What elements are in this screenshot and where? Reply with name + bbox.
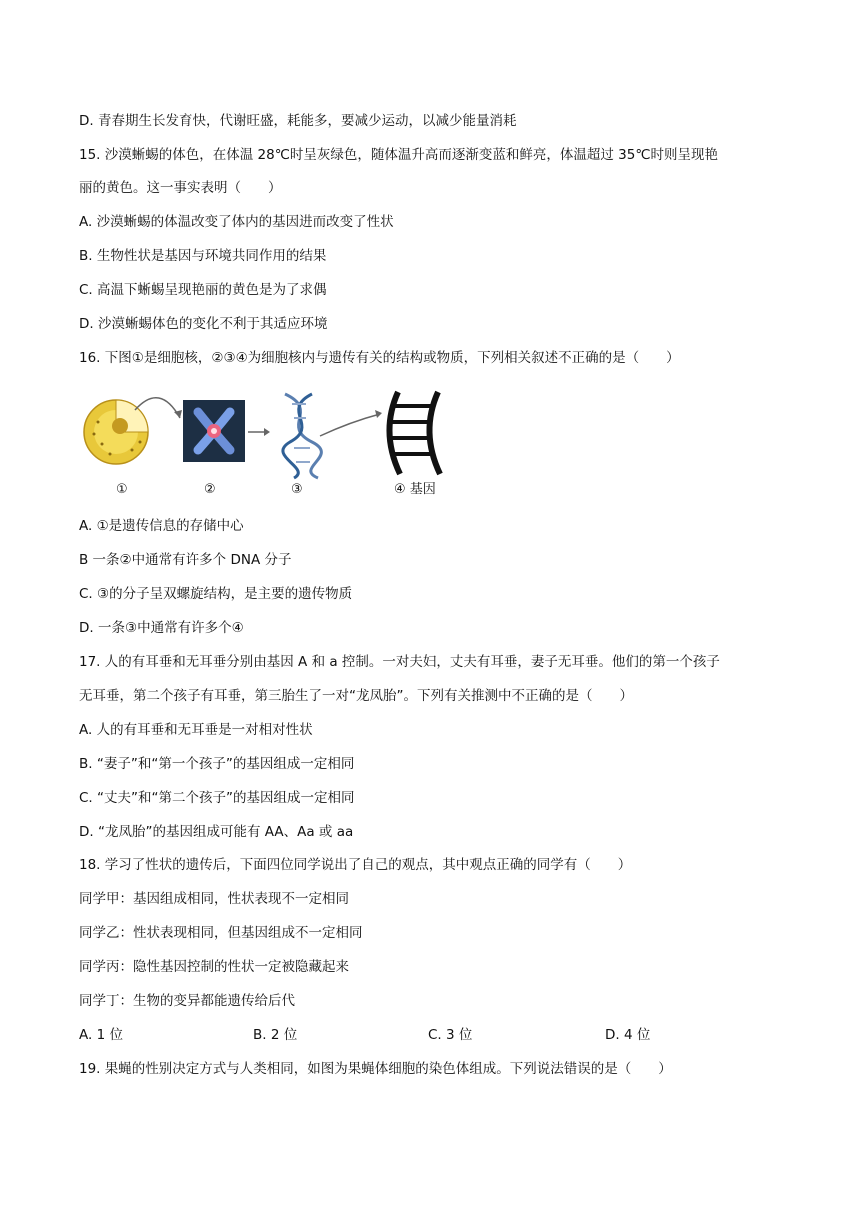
q15-stem-line2: 丽的黄色。这一事实表明（ ） xyxy=(79,180,282,196)
q17-stem-line1: 17. 人的有耳垂和无耳垂分别由基因 A 和 a 控制。一对夫妇，丈夫有耳垂，妻子无耳垂。他们的第一个孩子 xyxy=(79,654,720,670)
q18-option-c: C. 3 位 xyxy=(428,1027,473,1043)
q16-stem: 16. 下图①是细胞核，②③④为细胞核内与遗传有关的结构或物质，下列相关叙述不正确的是（ ） xyxy=(79,350,680,366)
q17-option-c: C. “丈夫”和“第二个孩子”的基因组成一定相同 xyxy=(79,790,355,806)
q18-statement-1: 同学甲：基因组成相同，性状表现不一定相同 xyxy=(79,891,349,907)
q15-option-d: D. 沙漠蜥蜴体色的变化不利于其适应环境 xyxy=(79,316,328,332)
q18-statement-4: 同学丁：生物的变异都能遗传给后代 xyxy=(79,993,295,1009)
chromosome-image xyxy=(183,400,245,462)
q15-stem-line1: 15. 沙漠蜥蜴的体色，在体温 28℃时呈灰绿色，随体温升高而逐渐变蓝和鲜亮，体温超过 35℃时则呈现艳 xyxy=(79,147,719,163)
q15-option-b: B. 生物性状是基因与环境共同作用的结果 xyxy=(79,248,327,264)
q18-statement-3: 同学丙：隐性基因控制的性状一定被隐藏起来 xyxy=(79,959,349,975)
q18-statement-2: 同学乙：性状表现相同，但基因组成不一定相同 xyxy=(79,925,363,941)
q17-option-d: D. “龙凤胎”的基因组成可能有 AA、Aa 或 aa xyxy=(79,824,354,840)
cell-nucleus-gene-figure xyxy=(80,382,460,500)
q15-option-a: A. 沙漠蜥蜴的体温改变了体内的基因进而改变了性状 xyxy=(79,214,394,230)
q18-stem: 18. 学习了性状的遗传后，下面四位同学说出了自己的观点，其中观点正确的同学有（ ） xyxy=(79,857,632,873)
q18-option-b: B. 2 位 xyxy=(253,1027,298,1043)
figure-label-4: ④ 基因 xyxy=(394,482,436,497)
q17-option-b: B. “妻子”和“第一个孩子”的基因组成一定相同 xyxy=(79,756,355,772)
q16-option-c: C. ③的分子呈双螺旋结构，是主要的遗传物质 xyxy=(79,586,353,602)
figure-label-3: ③ xyxy=(291,482,303,497)
q17-stem-line2: 无耳垂，第二个孩子有耳垂，第三胎生了一对“龙凤胎”。下列有关推测中不正确的是（ ） xyxy=(79,688,633,704)
nucleus-image xyxy=(84,400,148,464)
q18-option-d: D. 4 位 xyxy=(605,1027,651,1043)
q15-option-c: C. 高温下蜥蜴呈现艳丽的黄色是为了求偶 xyxy=(79,282,327,298)
q16-option-b: B 一条②中通常有许多个 DNA 分子 xyxy=(79,552,292,568)
q14-option-d: D. 青春期生长发育快，代谢旺盛，耗能多，要减少运动，以减少能量消耗 xyxy=(79,113,517,129)
q19-stem: 19. 果蝇的性别决定方式与人类相同，如图为果蝇体细胞的染色体组成。下列说法错误的是（ ） xyxy=(79,1061,672,1077)
q17-option-a: A. 人的有耳垂和无耳垂是一对相对性状 xyxy=(79,722,313,738)
q16-option-a: A. ①是遗传信息的存储中心 xyxy=(79,518,244,534)
q18-option-a: A. 1 位 xyxy=(79,1027,123,1043)
figure-illustration xyxy=(80,382,460,482)
figure-label-1: ① xyxy=(116,482,128,497)
q16-option-d: D. 一条③中通常有许多个④ xyxy=(79,620,244,636)
dna-helix-image xyxy=(283,394,321,478)
gene-segment-image xyxy=(389,392,440,474)
figure-label-2: ② xyxy=(204,482,216,497)
